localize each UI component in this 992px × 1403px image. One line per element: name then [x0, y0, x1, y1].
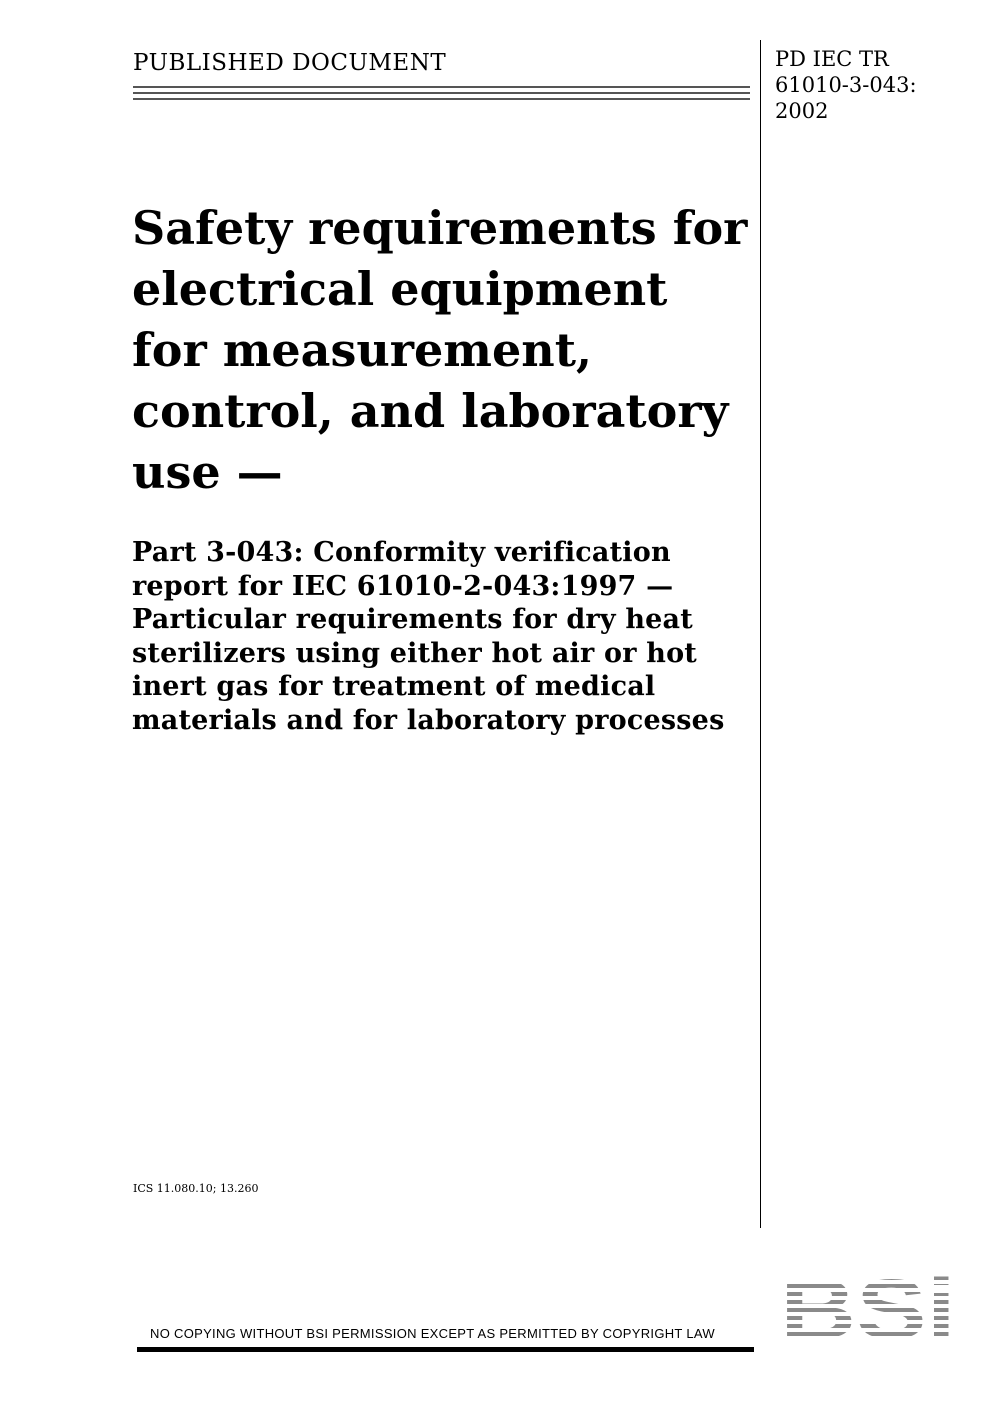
- header-rule-3: [133, 98, 750, 100]
- title-line-4: control, and laboratory: [132, 384, 729, 438]
- document-title: [132, 198, 757, 503]
- subtitle-line-3: Particular requirements for dry heat: [132, 604, 693, 635]
- subtitle-line-4: sterilizers using either hot air or hot: [132, 637, 697, 669]
- copyright-notice: NO COPYING WITHOUT BSI PERMISSION EXCEPT AS PERMITTED BY COPYRIGHT LAW: [150, 1326, 715, 1341]
- document-number-line-2: 61010-3-043:: [775, 73, 917, 97]
- document-number-line-3: 2002: [775, 99, 829, 123]
- document-number: [775, 46, 917, 124]
- document-subtitle: [132, 536, 757, 737]
- vertical-divider: [760, 40, 761, 1228]
- title-line-2: electrical equipment: [132, 262, 668, 316]
- ics-code: ICS 11.080.10; 13.260: [133, 1182, 259, 1195]
- header-rule-2: [133, 92, 750, 94]
- header-rule-1: [133, 86, 750, 88]
- footer-rule: [137, 1347, 754, 1352]
- title-line-3: for measurement,: [132, 323, 592, 377]
- document-type-label: PUBLISHED DOCUMENT: [133, 50, 447, 76]
- subtitle-line-6: materials and for laboratory processes: [132, 704, 725, 736]
- bsi-logo: [778, 1276, 958, 1341]
- title-line-1: Safety requirements for: [132, 201, 748, 255]
- subtitle-line-2: report for IEC 61010-2-043:1997 —: [132, 570, 674, 602]
- subtitle-line-1: Part 3-043: Conformity verification: [132, 537, 671, 568]
- title-line-5: use —: [132, 445, 283, 499]
- subtitle-line-5: inert gas for treatment of medical: [132, 671, 656, 702]
- document-number-line-1: PD IEC TR: [775, 47, 889, 71]
